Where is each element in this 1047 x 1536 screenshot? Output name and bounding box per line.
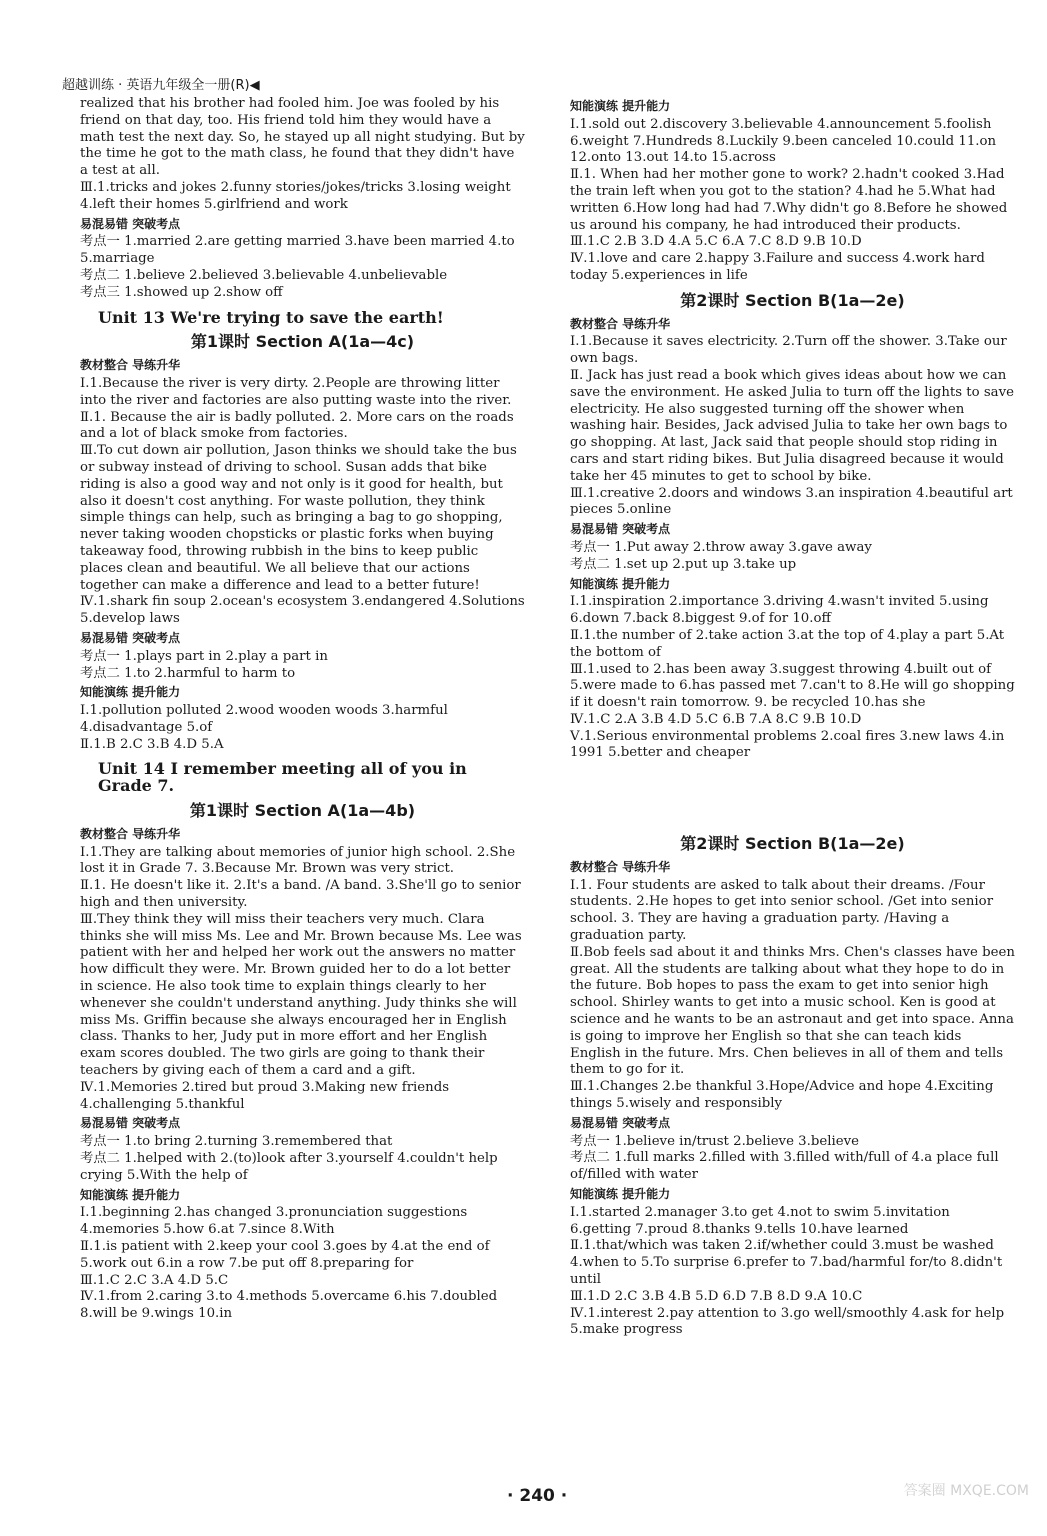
right-column-lower <box>570 828 1015 1339</box>
answer-paragraph: Ⅳ.1.love and care 2.happy 3.Failure and success 4.work hard today 5.experiences in life <box>570 251 985 283</box>
answer-paragraph: Ⅲ.1.Changes 2.be thankful 3.Hope/Advice and hope 4.Exciting things 5.wisely and responsibly <box>570 1079 994 1111</box>
answer-paragraph: Ⅴ.1.Serious environmental problems 2.coal fires 3.new laws 4.in 1991 5.better and cheaper <box>570 728 1005 761</box>
answer-paragraph: 考点一 1.Put away 2.throw away 3.gave away <box>570 539 872 555</box>
answer-paragraph: Ⅲ.1.C 2.C 3.A 4.D 5.C <box>80 1272 229 1288</box>
answer-paragraph: Ⅳ.1.Memories 2.tired but proud 3.Making new friends 4.challenging 5.thankful <box>80 1079 450 1112</box>
answer-paragraph: Ⅱ.Bob feels sad about it and thinks Mrs. Chen's classes have been great. All the students are talking about what they hope to do in the future. Bob hopes to pass the exam to get into senior high school. Shirley wants to get into a music school. Ken is good at science and he wants to be an astronaut and get into space. Anna is going to improve her English so that she can teach kids English in the future. Mrs. Chen believes in all of them and tells them to go for it. <box>570 944 1015 1078</box>
lesson-heading: 第1课时 Section A(1a—4b) <box>189 801 416 821</box>
answer-paragraph: Ⅱ. Jack has just read a book which gives ideas about how we can save the environment. He asked Julia to turn off the lights to save electricity. He also suggested turning off the shower when washing hair. Besides, Jack advised Julia to take her own bags to go shopping. At last, Jack said that people should stop riding in cars and start riding bikes. But Julia disagreed because it would take her 45 minutes to get to school by bike. <box>570 367 1014 484</box>
answer-paragraph: Ⅱ.1.that/which was taken 2.if/whether could 3.must be washed 4.when to 5.To surprise 6.prefer to 7.bad/harmful for/to 8.didn't until <box>570 1238 1003 1287</box>
answer-paragraph: Ⅲ.1.creative 2.doors and windows 3.an inspiration 4.beautiful art pieces 5.online <box>570 485 1013 518</box>
section-subheading: 知能演练 提升能力 <box>80 685 181 700</box>
answer-paragraph: realized that his brother had fooled him. Joe was fooled by his friend on that day, too. His friend told him they would have a math test the next day. So, he stayed up all night studying. But by the time he got to the math class, he found that they didn't have a test at all. <box>80 96 525 179</box>
answer-paragraph: Ⅳ.1.shark fin soup 2.ocean's ecosystem 3.endangered 4.Solutions 5.develop laws <box>80 594 525 627</box>
section-subheading: 知能演练 提升能力 <box>570 576 671 591</box>
section-subheading: 易混易错 突破考点 <box>80 216 181 231</box>
answer-paragraph: 考点一 1.believe in/trust 2.believe 3.believe <box>570 1133 859 1149</box>
answer-paragraph: 考点一 1.married 2.are getting married 3.have been married 4.to 5.marriage <box>80 234 515 267</box>
answer-paragraph: 考点一 1.plays part in 2.play a part in <box>80 648 328 664</box>
lesson-heading: 第2课时 Section B(1a—2e) <box>680 290 905 310</box>
page-header: 超越训练 · 英语九年级全一册(R)◀ <box>62 78 260 93</box>
answer-paragraph: Ⅰ.1.started 2.manager 3.to get 4.not to swim 5.invitation 6.getting 7.proud 8.thanks 9.tells 10.have learned <box>570 1204 950 1237</box>
answer-paragraph: 考点二 1.helped with 2.(to)look after 3.yourself 4.couldn't help crying 5.With the help of <box>80 1151 498 1183</box>
answer-paragraph: Ⅲ.They think they will miss their teachers very much. Clara thinks she will miss Ms. Lee and Mr. Brown because Ms. Lee was patient with her and helped her work out the answers no matter how difficult they were. Mr. Brown guided her to do a lot better in science. He also took time to explain things clearly to her whenever she couldn't understand anything. Judy thinks she will miss Ms. Griffin because she always encouraged her in English class. Thanks to her, Judy put in more effort and her English exam scores doubled. The two girls are going to thank their teachers by giving each of them a card and a gift. <box>80 911 522 1079</box>
answer-paragraph: Ⅳ.1.from 2.caring 3.to 4.methods 5.overcame 6.his 7.doubled 8.will be 9.wings 10.in <box>80 1289 498 1322</box>
section-subheading: 知能演练 提升能力 <box>570 99 671 113</box>
answer-paragraph: Ⅲ.1.used to 2.has been away 3.suggest throwing 4.built out of 5.were made to 6.has passed met 7.can't to 8.He will go shopping if it doesn't rain tomorrow. 9. be recycled 10.has she <box>570 661 1015 711</box>
lesson-heading: 第1课时 Section A(1a—4c) <box>190 332 415 352</box>
page-number: · 240 · <box>507 1486 568 1506</box>
lesson-heading: 第2课时 Section B(1a—2e) <box>680 834 905 853</box>
answer-paragraph: Ⅲ.1.C 2.B 3.D 4.A 5.C 6.A 7.C 8.D 9.B 10.D <box>570 234 862 250</box>
section-subheading: 易混易错 突破考点 <box>80 630 181 645</box>
section-subheading: 易混易错 突破考点 <box>570 522 671 537</box>
answer-paragraph: Ⅱ.1. When had her mother gone to work? 2.hadn't cooked 3.Had the train left when you got to the station? 4.had he 5.What had written 6.How long had had 7.Why didn't go 8.Before he showed us around his company, he had introduced their products. <box>570 167 1008 233</box>
section-subheading: 知能演练 提升能力 <box>570 1186 671 1201</box>
answer-paragraph: Ⅰ.1.Because the river is very dirty. 2.People are throwing litter into the river and factories are also putting waste into the river. <box>80 375 512 408</box>
answer-paragraph: Ⅲ.To cut down air pollution, Jason thinks we should take the bus or subway instead of driving to school. Susan adds that bike riding is also a good way and not only is it good for health, but also it doesn't cost anything. For waste pollution, they think simple things can help, such as bringing a bag to go shopping, never taking wooden chopsticks or plastic forks when buying takeaway food, throwing rubbish in the bins to keep public places clean and beautiful. We all believe that our actions together can make a difference and lead to a better future! <box>80 443 517 593</box>
answer-paragraph: Ⅳ.1.C 2.A 3.B 4.D 5.C 6.B 7.A 8.C 9.B 10.D <box>570 711 862 727</box>
answer-paragraph: 考点一 1.to bring 2.turning 3.remembered that <box>80 1134 393 1150</box>
section-subheading: 教材整合 导练升华 <box>570 859 671 874</box>
answer-paragraph: Ⅱ.1.B 2.C 3.B 4.D 5.A <box>80 736 224 752</box>
section-subheading: 知能演练 提升能力 <box>80 1187 181 1202</box>
section-subheading: 教材整合 导练升华 <box>80 826 181 841</box>
answer-paragraph: Ⅲ.1.tricks and jokes 2.funny stories/jokes/tricks 3.losing weight 4.left their homes 5.girlfriend and work <box>80 179 511 212</box>
answer-paragraph: 考点二 1.set up 2.put up 3.take up <box>570 556 797 572</box>
answer-paragraph: 考点二 1.to 2.harmful to harm to <box>80 665 296 681</box>
left-column <box>80 96 525 1323</box>
answer-paragraph: Ⅱ.1.is patient with 2.keep your cool 3.goes by 4.at the end of 5.work out 6.in a row 7.be put off 8.preparing for <box>80 1239 490 1271</box>
section-subheading: 易混易错 突破考点 <box>80 1116 181 1131</box>
answer-paragraph: Ⅰ.1.They are talking about memories of junior high school. 2.She lost it in Grade 7. 3.Because Mr. Brown was very strict. <box>80 844 516 877</box>
unit-heading: Unit 13 We're trying to save the earth! <box>98 307 444 327</box>
answer-paragraph: Ⅰ.1.Because it saves electricity. 2.Turn off the shower. 3.Take our own bags. <box>570 334 1007 367</box>
answer-paragraph: Ⅲ.1.D 2.C 3.B 4.B 5.D 6.D 7.B 8.D 9.A 10.C <box>570 1288 863 1304</box>
answer-paragraph: 考点二 1.believe 2.believed 3.believable 4.unbelievable <box>80 267 448 283</box>
answer-paragraph: Ⅱ.1.the number of 2.take action 3.at the top of 4.play a part 5.At the bottom of <box>570 627 1005 660</box>
answer-paragraph: Ⅳ.1.interest 2.pay attention to 3.go well/smoothly 4.ask for help 5.make progress <box>570 1305 1005 1338</box>
answer-paragraph: Ⅰ.1.sold out 2.discovery 3.believable 4.announcement 5.foolish 6.weight 7.Hundreds 8.Luckily 9.been canceled 10.could 11.on 12.onto 13.out 14.to 15.across <box>570 116 997 166</box>
right-column <box>570 96 1015 762</box>
answer-paragraph: Ⅰ.1. Four students are asked to talk about their dreams. /Four students. 2.He hopes to get into senior school. /Get into senior school. 3. They are having a graduation party. /Having a graduation party. <box>570 877 994 943</box>
section-subheading: 教材整合 导练升华 <box>570 316 671 331</box>
answer-paragraph: 考点二 1.full marks 2.filled with 3.filled with/full of 4.a place full of/filled with water <box>570 1150 999 1183</box>
answer-paragraph: Ⅰ.1.inspiration 2.importance 3.driving 4.wasn't invited 5.using 6.down 7.back 8.biggest 9.of for 10.off <box>570 594 989 627</box>
watermark-logo: 答案圈 MXQE.COM <box>903 1483 1029 1499</box>
answer-paragraph: 考点三 1.showed up 2.show off <box>80 284 283 300</box>
answer-paragraph: Ⅰ.1.pollution polluted 2.wood wooden woods 3.harmful 4.disadvantage 5.of <box>80 703 448 735</box>
section-subheading: 易混易错 突破考点 <box>570 1115 671 1130</box>
section-subheading: 教材整合 导练升华 <box>80 358 181 373</box>
unit-heading: Unit 14 I remember meeting all of you in Grade 7. <box>98 759 467 796</box>
answer-paragraph: Ⅱ.1. He doesn't like it. 2.It's a band. /A band. 3.She'll go to senior high and then university. <box>80 878 521 911</box>
answer-paragraph: Ⅱ.1. Because the air is badly polluted. 2. More cars on the roads and a lot of black smoke from factories. <box>80 409 514 442</box>
answer-paragraph: Ⅰ.1.beginning 2.has changed 3.pronunciation suggestions 4.memories 5.how 6.at 7.since 8.With <box>80 1205 468 1238</box>
